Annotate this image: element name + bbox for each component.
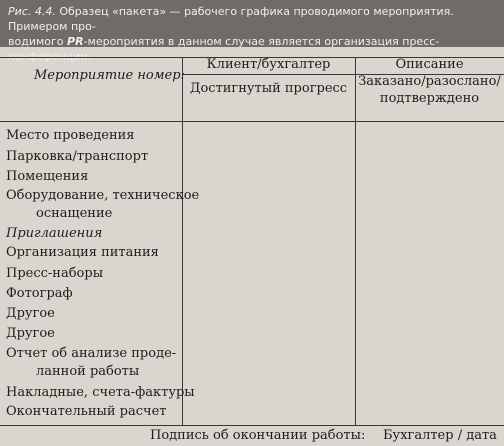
row-label: Окончательный расчет <box>6 404 167 419</box>
column-header-status-2: подтверждено <box>379 91 480 106</box>
row-label: Фотограф <box>6 286 73 301</box>
row-label-continued: ланной работы <box>36 364 140 379</box>
row-label-continued: оснащение <box>36 206 113 221</box>
table-bottom-border <box>0 425 504 426</box>
figure-caption <box>0 0 504 63</box>
column-divider-right <box>355 57 356 426</box>
row-label: Место проведения <box>6 128 135 143</box>
column-header-description: Описание <box>395 57 464 72</box>
row-label: Оборудование, техническое <box>6 188 200 203</box>
caption-pr: PR <box>67 35 84 48</box>
row-label: Отчет об анализе проде- <box>6 346 177 361</box>
caption-text-1: Образец «пакета» — рабочего графика проводимого мероприятия. Примером про- <box>8 5 454 33</box>
caption-line-1 <box>8 4 498 34</box>
row-label: Парковка/транспорт <box>6 149 149 164</box>
signature-label: Подпись об окончании работы: <box>150 428 366 443</box>
accountant-date-label: Бухгалтер / дата <box>383 428 497 443</box>
event-number-label: Мероприятие номер: <box>34 68 185 83</box>
row-label: Пресс-наборы <box>6 266 104 281</box>
column-header-client: Клиент/бухгалтер <box>206 57 331 72</box>
caption-text-2a: водимого <box>8 35 68 48</box>
column-header-progress: Достигнутый прогресс <box>189 81 348 96</box>
row-label: Помещения <box>6 169 89 184</box>
row-label: Организация питания <box>6 245 159 260</box>
column-header-status-1: Заказано/разослано/ <box>358 74 501 89</box>
figure-number: Рис. 4.4. <box>8 5 56 18</box>
column-divider-left <box>182 57 183 426</box>
row-label: Накладные, счета-фактуры <box>6 385 195 400</box>
header-bottom-border <box>0 121 504 122</box>
row-label: Другое <box>6 326 55 341</box>
caption-text-2b: -мероприятия в данном случае является организация пресс-конференции. <box>8 35 440 63</box>
row-label: Другое <box>6 306 55 321</box>
row-label: Приглашения <box>6 226 103 241</box>
